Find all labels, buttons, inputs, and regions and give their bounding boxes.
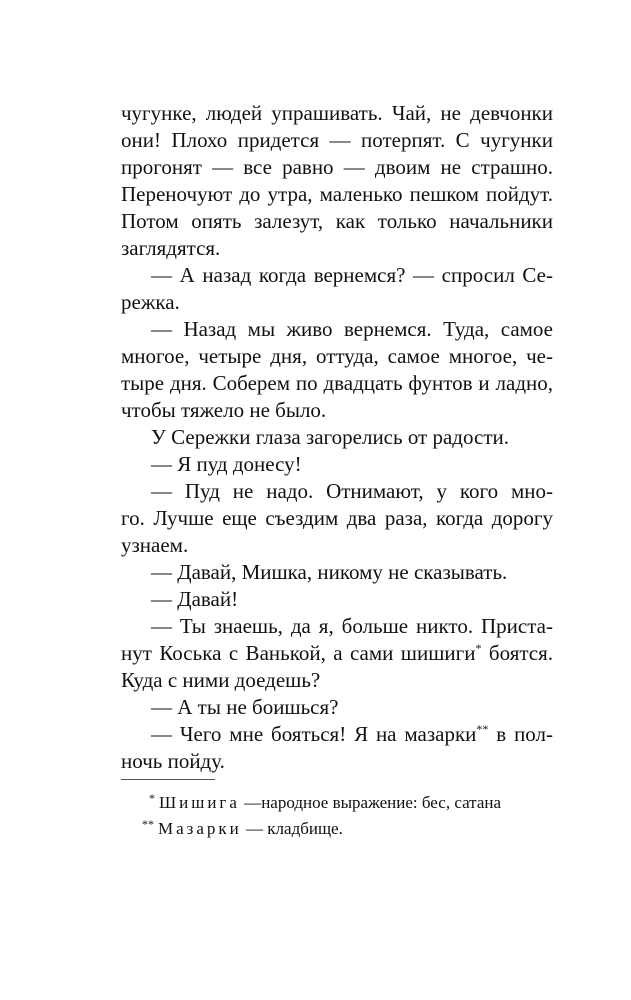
footnote-1-definition: —народное выражение: бес, сатана [244,793,502,812]
text-line: — А назад когда вернемся? — спросил Се- [151,263,553,287]
text-line: прогонят — все равно — двоим не страшно. [121,155,553,179]
footnote-divider [121,779,215,780]
footnote-2 [121,816,553,842]
text-line: чугунке, людей упрашивать. Чай, не девчонки [121,101,553,125]
text-line: — Давай! [151,587,239,611]
text-segment: в пол- [496,722,554,746]
text-line: заглядятся. [121,236,221,260]
text-line: ночь пойду. [121,749,225,773]
footnote-1 [121,790,553,816]
text-line: они! Плохо придется — потерпят. С чугунки [121,128,553,152]
footnote-1-term: Шишига [159,793,240,812]
footnote-mark-1: * [475,641,482,655]
text-line: — Ты знаешь, да я, больше никто. Приста- [151,614,553,638]
text-line: — А ты не боишься? [151,695,339,719]
footnote-mark-2: ** [476,722,489,736]
text-line: — Я пуд донесу! [151,452,302,476]
text-line: Переночуют до утра, маленько пешком пойдут. [121,182,553,206]
text-line: — Назад мы живо вернемся. Туда, самое [151,317,553,341]
text-line: чтобы тяжело не было. [121,398,327,422]
text-segment: боятся. [488,641,554,665]
footnote-2-definition: — кладбище. [241,819,343,838]
text-line: тыре дня. Соберем по двадцать фунтов и ладно, [121,371,553,395]
text-line: многое, четыре дня, оттуда, самое многое, че- [121,344,553,368]
text-line-with-footnote [121,640,553,667]
text-line-with-footnote [121,721,553,748]
text-line: Потом опять залезут, как только начальники [121,209,553,233]
footnote-1-mark: * [149,791,155,805]
text-line: узнаем. [121,533,189,557]
text-line: режка. [121,290,180,314]
main-text [121,100,553,775]
text-line: Куда с ними доедешь? [121,668,321,692]
footnotes [121,790,553,842]
text-line: го. Лучше еще съездим два раза, когда дорогу [121,506,553,530]
text-segment: нут Коська с Ванькой, а сами шишиги [121,641,476,665]
text-segment: — Чего мне бояться! Я на мазарки [151,722,477,746]
text-line: — Пуд не надо. Отнимают, у кого мно- [151,479,553,503]
text-line: У Сережки глаза загорелись от радости. [151,425,509,449]
text-line: — Давай, Мишка, никому не сказывать. [151,560,508,584]
footnote-2-term: Мазарки [158,819,242,838]
footnote-2-mark: ** [142,817,154,831]
